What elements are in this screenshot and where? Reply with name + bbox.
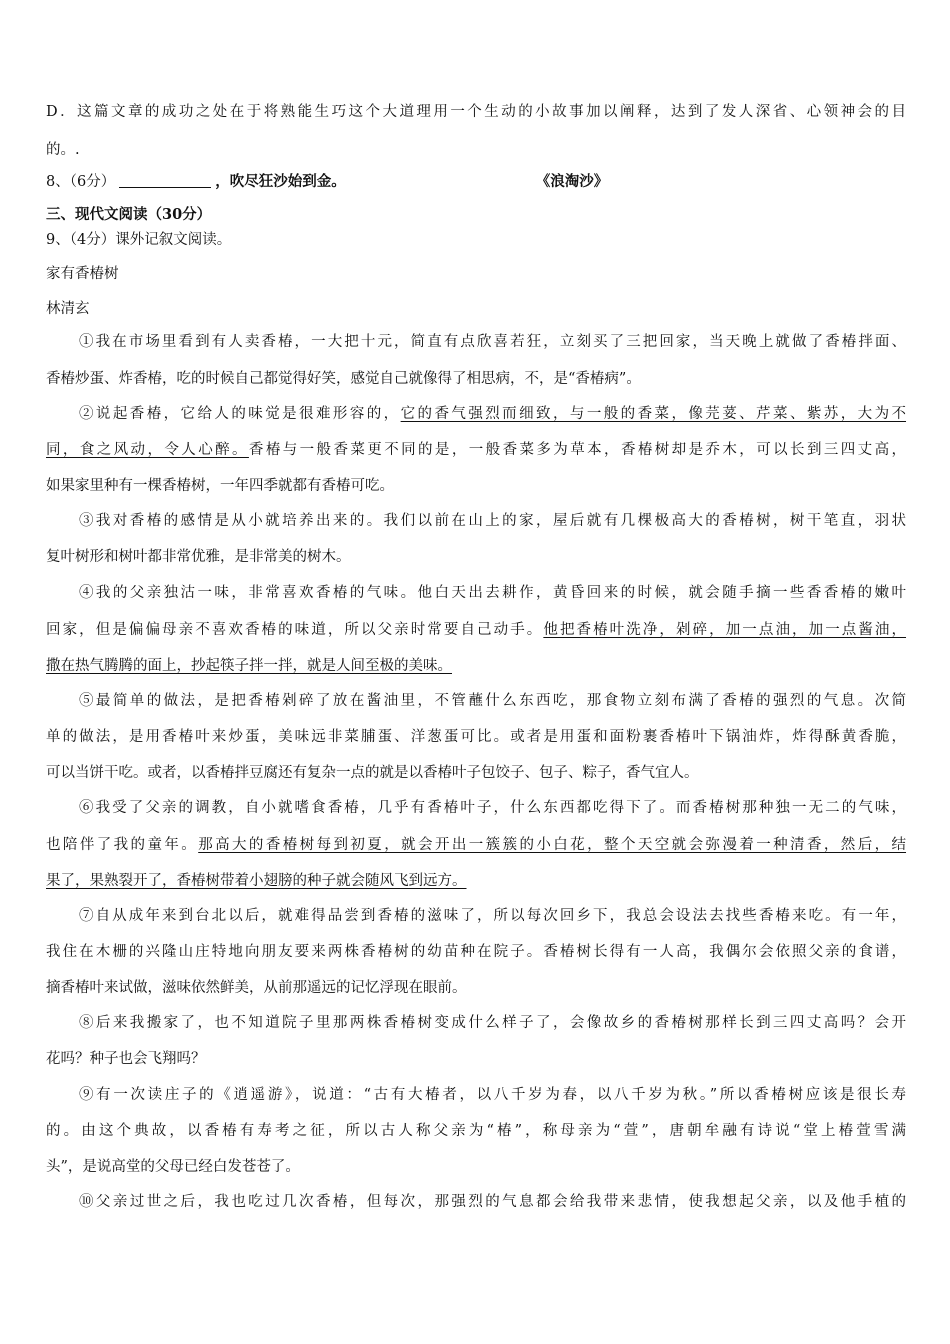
p9-line2: 的。由这个典故，以香椿有寿考之征，所以古人称父亲为“椿”，称母亲为“萱”，唐朝牟融有诗说“堂上椿萱雪满 [46, 1123, 906, 1139]
p4-l2-underlined: 他把香椿叶洗净，剁碎，加一点油，加一点酱油， [543, 622, 907, 638]
p6-line3 [46, 870, 906, 892]
p5-line2: 单的做法，是用香椿叶来炒蛋，美味远非菜脯蛋、洋葱蛋可比。或者是用蛋和面粉裹香椿叶下锅油炸，炸得酥黄香脆， [46, 729, 906, 745]
question-9: 9、（4分）课外记叙文阅读。 [46, 232, 232, 248]
p6-l2-underlined: 那高大的香椿树每到初夏，就会开出一簇簇的小白花，整个天空就会弥漫着一种清香，然后，结 [198, 837, 907, 853]
q8-prefix: 8、（6分） [46, 174, 116, 190]
p7-line1: ⑦自从成年来到台北以后，就难得品尝到香椿的滋味了，所以每次回乡下，我总会设法去找些香椿来吃。有一年， [79, 908, 906, 924]
p2-line2 [46, 439, 906, 461]
p8-line2: 花吗？种子也会飞翔吗？ [46, 1051, 206, 1067]
p6-l3-underlined: 果了，果熟裂开了，香椿树带着小翅膀的种子就会随风飞到远方。 [46, 873, 467, 889]
p10-line1: ⑩父亲过世之后，我也吃过几次香椿，但每次，那强烈的气息都会给我带来悲情，使我想起父亲，以及他手植的 [79, 1194, 906, 1210]
p3-line2: 复叶树形和树叶都非常优雅，是非常美的树木。 [46, 549, 351, 565]
p4-line2 [46, 619, 906, 641]
p1-line2: 香椿炒蛋、炸香椿，吃的时候自己都觉得好笑，感觉自己就像得了相思病，不，是“香椿病”。 [46, 371, 641, 387]
p2-l1-text: ②说起香椿，它给人的味觉是很难形容的， [79, 406, 401, 422]
p5-line3: 可以当饼干吃。或者，以香椿拌豆腐还有复杂一点的就是以香椿叶子包饺子、包子、粽子，香气宜人。 [46, 765, 699, 781]
p6-l2-text: 也陪伴了我的童年。 [46, 837, 199, 853]
p1-line1: ①我在市场里看到有人卖香椿，一大把十元，简直有点欣喜若狂，立刻买了三把回家，当天晚上就做了香椿拌面、 [79, 334, 906, 350]
p4-l2-text: 回家，但是偏偏母亲不喜欢香椿的味道，所以父亲时常要自己动手。 [46, 622, 544, 638]
p2-l2-text: 香椿与一般香菜更不同的是，一般香菜多为草本，香椿树却是乔木，可以长到三四丈高， [248, 442, 906, 458]
q8-source: 《浪淘沙》 [535, 173, 609, 190]
q8-text: ，吹尽狂沙始到金。 [215, 173, 346, 190]
p5-line1: ⑤最简单的做法，是把香椿剁碎了放在酱油里，不管蘸什么东西吃，那食物立刻布满了香椿的强烈的气息。次简 [79, 693, 906, 709]
article-title: 家有香椿树 [46, 266, 119, 282]
question-8 [46, 171, 906, 193]
section-3-heading: 三、现代文阅读（30分） [46, 206, 212, 223]
q8-answer-blank[interactable] [119, 171, 211, 188]
p2-l1-underlined: 它的香气强烈而细致，与一般的香菜，像芫荽、芹菜、紫苏，大为不 [400, 406, 907, 422]
article-author: 林清玄 [46, 301, 90, 317]
p2-l2-underlined: 同，食之风动，令人心醉。 [46, 442, 249, 458]
p7-line2: 我住在木栅的兴隆山庄特地向朋友要来两株香椿树的幼苗种在院子。香椿树长得有一人高，我偶尔会依照父亲的食谱， [46, 944, 906, 960]
p3-line1: ③我对香椿的感情是从小就培养出来的。我们以前在山上的家，屋后就有几棵极高大的香椿树，树干笔直，羽状 [79, 513, 906, 529]
option-d-line1: D．这篇文章的成功之处在于将熟能生巧这个大道理用一个生动的小故事加以阐释，达到了发人深省、心领神会的目 [46, 104, 906, 120]
p4-line1: ④我的父亲独沽一味，非常喜欢香椿的气味。他白天出去耕作，黄昏回来的时候，就会随手摘一些香香椿的嫩叶 [79, 585, 906, 601]
p7-line3: 摘香椿叶来试做，滋味依然鲜美，从前那遥远的记忆浮现在眼前。 [46, 980, 467, 996]
p9-line3: 头”，是说高堂的父母已经白发苍苍了。 [46, 1159, 300, 1175]
p9-line1: ⑨有一次读庄子的《逍遥游》，说道：“古有大椿者，以八千岁为春，以八千岁为秋。”所以香椿树应该是很长寿 [79, 1087, 906, 1103]
p4-l3-underlined: 撒在热气腾腾的面上，抄起筷子拌一拌，就是人间至极的美味。 [46, 658, 452, 674]
p2-line3: 如果家里种有一棵香椿树，一年四季就都有香椿可吃。 [46, 478, 394, 494]
option-d-line2: 的。. [46, 142, 80, 158]
p8-line1: ⑧后来我搬家了，也不知道院子里那两株香椿树变成什么样子了，会像故乡的香椿树那样长到三四丈高吗？会开 [79, 1015, 906, 1031]
p6-line1: ⑥我受了父亲的调教，自小就嗜食香椿，几乎有香椿叶子，什么东西都吃得下了。而香椿树那种独一无二的气味， [79, 800, 906, 816]
p6-line2 [46, 834, 906, 856]
p4-line3 [46, 655, 906, 677]
p2-line1 [79, 403, 906, 425]
